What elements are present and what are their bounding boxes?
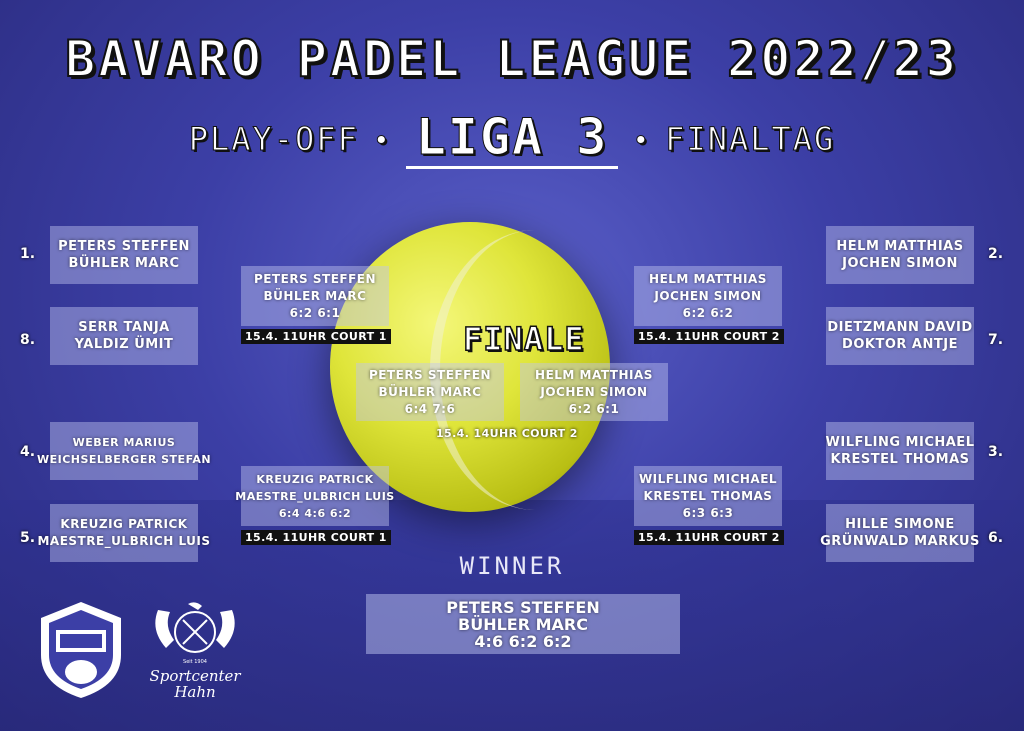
- team-player: HELM MATTHIAS: [836, 239, 964, 254]
- seed-number: 5.: [20, 530, 36, 546]
- team-player: KRESTEL THOMAS: [643, 488, 773, 503]
- team-player: WEBER MARIUS: [72, 436, 176, 449]
- sportcenter-name-2: Hahn: [174, 683, 216, 701]
- subtitle: [0, 104, 1024, 166]
- match-schedule: 15.4. 11UHR COURT 1: [241, 329, 391, 344]
- match-score: 6:3 6:3: [682, 505, 734, 520]
- team-player: SERR TANJA: [78, 320, 170, 335]
- match-score: 6:2 6:1: [568, 401, 620, 416]
- match-schedule: 15.4. 11UHR COURT 2: [634, 329, 784, 344]
- final-box-right: [520, 363, 668, 421]
- team-player: WILFLING MICHAEL: [638, 471, 778, 486]
- winner-player: BÜHLER MARC: [458, 614, 588, 634]
- match-score: 6:2 6:2: [682, 305, 734, 320]
- subtitle-separator: •: [632, 124, 652, 157]
- sportcenter-logo-text: [140, 668, 250, 700]
- team-player: KREUZIG PATRICK: [60, 517, 188, 531]
- match-schedule: 15.4. 11UHR COURT 1: [241, 530, 391, 545]
- team-player: MAESTRE_ULBRICH LUIS: [37, 534, 211, 548]
- seed-number: 4.: [20, 444, 36, 460]
- winner-player: PETERS STEFFEN: [446, 597, 600, 617]
- team-box-r1-right-7: [826, 307, 974, 365]
- semi-box-top-left: [241, 266, 389, 326]
- team-player: PETERS STEFFEN: [253, 271, 377, 286]
- team-player: HELM MATTHIAS: [649, 271, 767, 286]
- team-player: DIETZMANN DAVID: [827, 320, 973, 335]
- semi-box-bottom-right: [634, 466, 782, 526]
- team-player: JOCHEN SIMON: [540, 384, 648, 399]
- team-box-r1-left-8: [50, 307, 198, 365]
- seed-number: 8.: [20, 332, 36, 348]
- subtitle-finaltag: FINALTAG: [665, 120, 836, 158]
- team-player: HELM MATTHIAS: [535, 367, 653, 382]
- sportcenter-hahn-crest-icon: [148, 600, 242, 662]
- seed-number: 2.: [988, 246, 1004, 262]
- team-player: GRÜNWALD MARKUS: [820, 534, 980, 549]
- team-player: WEICHSELBERGER STEFAN: [36, 453, 212, 466]
- team-box-r1-left-1: [50, 226, 198, 284]
- team-player: BÜHLER MARC: [263, 288, 367, 303]
- team-player: KRESTEL THOMAS: [830, 452, 970, 467]
- sportcenter-name: Sportcenter: [149, 667, 241, 685]
- team-player: KREUZIG PATRICK: [256, 472, 374, 486]
- match-score: 6:2 6:1: [289, 305, 341, 320]
- stc-shield-icon: [36, 600, 126, 700]
- team-player: JOCHEN SIMON: [842, 256, 958, 271]
- winner-label: WINNER: [459, 552, 565, 580]
- semi-box-top-right: [634, 266, 782, 326]
- winner-box: [366, 594, 680, 654]
- subtitle-liga: LIGA 3: [406, 108, 619, 169]
- final-schedule: 15.4. 14UHR COURT 2: [436, 427, 578, 440]
- seed-number: 1.: [20, 246, 36, 262]
- subtitle-separator: •: [372, 124, 392, 157]
- team-player: MAESTRE_ULBRICH LUIS: [235, 489, 395, 503]
- match-score: 6:4 4:6 6:2: [278, 506, 352, 520]
- team-player: WILFLING MICHAEL: [825, 435, 975, 450]
- final-box-left: [356, 363, 504, 421]
- finale-label: FINALE: [463, 320, 585, 358]
- seed-number: 3.: [988, 444, 1004, 460]
- seed-number: 6.: [988, 530, 1004, 546]
- team-player: JOCHEN SIMON: [654, 288, 762, 303]
- team-player: DOKTOR ANTJE: [842, 337, 958, 352]
- seed-number: 7.: [988, 332, 1004, 348]
- page-title: BAVARO PADEL LEAGUE 2022/23: [65, 30, 959, 88]
- team-player: BÜHLER MARC: [378, 384, 482, 399]
- semi-box-bottom-left: [235, 466, 395, 526]
- team-player: PETERS STEFFEN: [58, 239, 190, 254]
- team-box-r1-right-3: [826, 422, 974, 480]
- subtitle-playoff: PLAY-OFF: [188, 120, 359, 158]
- winner-score: 4:6 6:2 6:2: [474, 631, 572, 651]
- team-box-r1-left-4: [36, 422, 212, 480]
- match-score: 6:4 7:6: [404, 401, 456, 416]
- match-schedule: 15.4. 11UHR COURT 2: [634, 530, 784, 545]
- team-box-r1-right-2: [826, 226, 974, 284]
- team-player: HILLE SIMONE: [845, 517, 955, 532]
- team-player: BÜHLER MARC: [68, 256, 180, 271]
- team-player: PETERS STEFFEN: [368, 367, 492, 382]
- sportcenter-since: Seit 1904: [183, 659, 207, 665]
- team-player: YALDIZ ÜMIT: [74, 337, 174, 352]
